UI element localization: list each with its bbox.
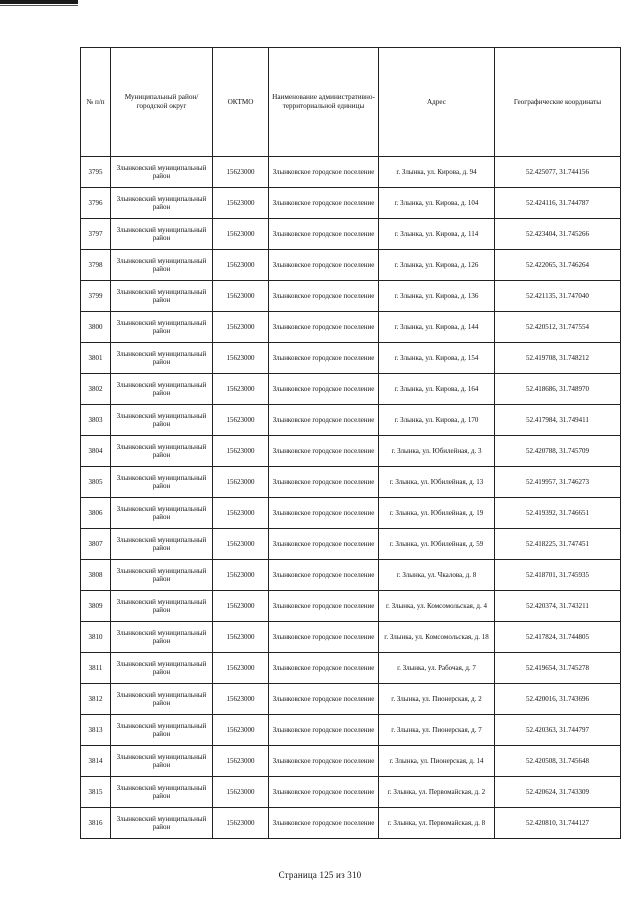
cell-district: Злынковский муниципальный район (111, 777, 213, 808)
cell-oktmo: 15623000 (213, 188, 269, 219)
cell-num: 3798 (81, 250, 111, 281)
cell-unit: Злынковское городское поселение (269, 529, 379, 560)
cell-coords: 52.422065, 31.746264 (495, 250, 621, 281)
cell-oktmo: 15623000 (213, 622, 269, 653)
cell-district: Злынковский муниципальный район (111, 715, 213, 746)
cell-district: Злынковский муниципальный район (111, 374, 213, 405)
cell-num: 3815 (81, 777, 111, 808)
cell-district: Злынковский муниципальный район (111, 498, 213, 529)
cell-coords: 52.423404, 31.745266 (495, 219, 621, 250)
cell-unit: Злынковское городское поселение (269, 498, 379, 529)
cell-district: Злынковский муниципальный район (111, 808, 213, 839)
cell-oktmo: 15623000 (213, 715, 269, 746)
table-row (81, 157, 621, 188)
cell-oktmo: 15623000 (213, 405, 269, 436)
cell-district: Злынковский муниципальный район (111, 188, 213, 219)
cell-address: г. Злынка, ул. Юбилейная, д. 13 (379, 467, 495, 498)
table-row (81, 591, 621, 622)
cell-oktmo: 15623000 (213, 281, 269, 312)
cell-oktmo: 15623000 (213, 808, 269, 839)
cell-district: Злынковский муниципальный район (111, 219, 213, 250)
cell-district: Злынковский муниципальный район (111, 684, 213, 715)
cell-unit: Злынковское городское поселение (269, 653, 379, 684)
table-row (81, 312, 621, 343)
top-edge-rule (0, 0, 78, 4)
cell-unit: Злынковское городское поселение (269, 188, 379, 219)
cell-num: 3810 (81, 622, 111, 653)
cell-coords: 52.419708, 31.748212 (495, 343, 621, 374)
table-row (81, 405, 621, 436)
cell-coords: 52.420374, 31.743211 (495, 591, 621, 622)
cell-oktmo: 15623000 (213, 684, 269, 715)
cell-coords: 52.417984, 31.749411 (495, 405, 621, 436)
cell-coords: 52.418701, 31.745935 (495, 560, 621, 591)
cell-unit: Злынковское городское поселение (269, 467, 379, 498)
cell-unit: Злынковское городское поселение (269, 157, 379, 188)
cell-coords: 52.420788, 31.745709 (495, 436, 621, 467)
cell-unit: Злынковское городское поселение (269, 343, 379, 374)
cell-address: г. Злынка, ул. Кирова, д. 136 (379, 281, 495, 312)
header-row (81, 48, 621, 157)
cell-district: Злынковский муниципальный район (111, 622, 213, 653)
cell-num: 3801 (81, 343, 111, 374)
cell-address: г. Злынка, ул. Комсомольская, д. 4 (379, 591, 495, 622)
cell-unit: Злынковское городское поселение (269, 312, 379, 343)
cell-unit: Злынковское городское поселение (269, 684, 379, 715)
cell-district: Злынковский муниципальный район (111, 343, 213, 374)
table-row (81, 715, 621, 746)
table-row (81, 467, 621, 498)
cell-num: 3806 (81, 498, 111, 529)
cell-address: г. Злынка, ул. Кирова, д. 154 (379, 343, 495, 374)
cell-oktmo: 15623000 (213, 312, 269, 343)
cell-coords: 52.420016, 31.743696 (495, 684, 621, 715)
header-district: Муниципальный район/городской округ (111, 48, 213, 157)
cell-oktmo: 15623000 (213, 250, 269, 281)
cell-district: Злынковский муниципальный район (111, 591, 213, 622)
table-header (81, 48, 621, 157)
table-body (81, 157, 621, 839)
cell-address: г. Злынка, ул. Рабочая, д. 7 (379, 653, 495, 684)
header-unit: Наименование административно-территориальной единицы (269, 48, 379, 157)
cell-address: г. Злынка, ул. Кирова, д. 114 (379, 219, 495, 250)
cell-coords: 52.421135, 31.747040 (495, 281, 621, 312)
cell-address: г. Злынка, ул. Пионерская, д. 14 (379, 746, 495, 777)
top-edge-rule-thin (0, 5, 78, 6)
cell-address: г. Злынка, ул. Кирова, д. 164 (379, 374, 495, 405)
cell-address: г. Злынка, ул. Кирова, д. 104 (379, 188, 495, 219)
cell-coords: 52.420810, 31.744127 (495, 808, 621, 839)
cell-coords: 52.417824, 31.744805 (495, 622, 621, 653)
cell-num: 3811 (81, 653, 111, 684)
cell-oktmo: 15623000 (213, 374, 269, 405)
cell-oktmo: 15623000 (213, 157, 269, 188)
cell-num: 3816 (81, 808, 111, 839)
cell-address: г. Злынка, ул. Юбилейная, д. 19 (379, 498, 495, 529)
cell-num: 3796 (81, 188, 111, 219)
header-address: Адрес (379, 48, 495, 157)
cell-oktmo: 15623000 (213, 498, 269, 529)
cell-unit: Злынковское городское поселение (269, 777, 379, 808)
table-row (81, 653, 621, 684)
table-row (81, 219, 621, 250)
cell-district: Злынковский муниципальный район (111, 560, 213, 591)
cell-oktmo: 15623000 (213, 653, 269, 684)
cell-address: г. Злынка, ул. Комсомольская, д. 18 (379, 622, 495, 653)
cell-num: 3797 (81, 219, 111, 250)
cell-district: Злынковский муниципальный район (111, 157, 213, 188)
table-row (81, 684, 621, 715)
cell-address: г. Злынка, ул. Кирова, д. 144 (379, 312, 495, 343)
header-num: № п/п (81, 48, 111, 157)
cell-unit: Злынковское городское поселение (269, 405, 379, 436)
cell-num: 3802 (81, 374, 111, 405)
cell-coords: 52.425077, 31.744156 (495, 157, 621, 188)
cell-address: г. Злынка, ул. Юбилейная, д. 3 (379, 436, 495, 467)
cell-unit: Злынковское городское поселение (269, 746, 379, 777)
cell-unit: Злынковское городское поселение (269, 250, 379, 281)
cell-district: Злынковский муниципальный район (111, 312, 213, 343)
cell-unit: Злынковское городское поселение (269, 591, 379, 622)
cell-oktmo: 15623000 (213, 219, 269, 250)
cell-district: Злынковский муниципальный район (111, 653, 213, 684)
table-row (81, 529, 621, 560)
cell-oktmo: 15623000 (213, 591, 269, 622)
cell-unit: Злынковское городское поселение (269, 560, 379, 591)
cell-address: г. Злынка, ул. Первомайская, д. 2 (379, 777, 495, 808)
cell-oktmo: 15623000 (213, 529, 269, 560)
cell-district: Злынковский муниципальный район (111, 467, 213, 498)
cell-address: г. Злынка, ул. Первомайская, д. 8 (379, 808, 495, 839)
cell-coords: 52.419957, 31.746273 (495, 467, 621, 498)
table-row (81, 622, 621, 653)
cell-num: 3809 (81, 591, 111, 622)
cell-num: 3800 (81, 312, 111, 343)
table-row (81, 808, 621, 839)
cell-unit: Злынковское городское поселение (269, 622, 379, 653)
cell-address: г. Злынка, ул. Чкалова, д. 8 (379, 560, 495, 591)
cell-coords: 52.419654, 31.745278 (495, 653, 621, 684)
cell-address: г. Злынка, ул. Юбилейная, д. 59 (379, 529, 495, 560)
cell-oktmo: 15623000 (213, 436, 269, 467)
cell-address: г. Злынка, ул. Кирова, д. 170 (379, 405, 495, 436)
address-registry-table (80, 47, 621, 839)
cell-address: г. Злынка, ул. Пионерская, д. 2 (379, 684, 495, 715)
header-oktmo: ОКТМО (213, 48, 269, 157)
cell-coords: 52.424116, 31.744787 (495, 188, 621, 219)
cell-coords: 52.418225, 31.747451 (495, 529, 621, 560)
cell-coords: 52.418686, 31.748970 (495, 374, 621, 405)
cell-num: 3803 (81, 405, 111, 436)
cell-num: 3814 (81, 746, 111, 777)
cell-num: 3804 (81, 436, 111, 467)
cell-num: 3813 (81, 715, 111, 746)
cell-coords: 52.420624, 31.743309 (495, 777, 621, 808)
cell-unit: Злынковское городское поселение (269, 281, 379, 312)
table-row (81, 746, 621, 777)
cell-address: г. Злынка, ул. Кирова, д. 126 (379, 250, 495, 281)
cell-num: 3807 (81, 529, 111, 560)
cell-num: 3799 (81, 281, 111, 312)
table-row (81, 250, 621, 281)
table-row (81, 343, 621, 374)
cell-oktmo: 15623000 (213, 343, 269, 374)
cell-unit: Злынковское городское поселение (269, 715, 379, 746)
table-row (81, 188, 621, 219)
page-number: Страница 125 из 310 (278, 870, 362, 880)
cell-district: Злынковский муниципальный район (111, 250, 213, 281)
cell-oktmo: 15623000 (213, 777, 269, 808)
cell-district: Злынковский муниципальный район (111, 529, 213, 560)
cell-unit: Злынковское городское поселение (269, 219, 379, 250)
cell-address: г. Злынка, ул. Кирова, д. 94 (379, 157, 495, 188)
header-coords: Географические координаты (495, 48, 621, 157)
cell-unit: Злынковское городское поселение (269, 374, 379, 405)
table-row (81, 281, 621, 312)
cell-num: 3795 (81, 157, 111, 188)
cell-oktmo: 15623000 (213, 746, 269, 777)
cell-address: г. Злынка, ул. Пионерская, д. 7 (379, 715, 495, 746)
cell-unit: Злынковское городское поселение (269, 808, 379, 839)
cell-unit: Злынковское городское поселение (269, 436, 379, 467)
cell-oktmo: 15623000 (213, 467, 269, 498)
cell-district: Злынковский муниципальный район (111, 281, 213, 312)
cell-oktmo: 15623000 (213, 560, 269, 591)
table-row (81, 374, 621, 405)
table-row (81, 560, 621, 591)
cell-num: 3808 (81, 560, 111, 591)
table-row (81, 777, 621, 808)
table-row (81, 498, 621, 529)
cell-coords: 52.420363, 31.744797 (495, 715, 621, 746)
cell-coords: 52.420512, 31.747554 (495, 312, 621, 343)
table-row (81, 436, 621, 467)
cell-district: Злынковский муниципальный район (111, 746, 213, 777)
cell-num: 3812 (81, 684, 111, 715)
cell-coords: 52.419392, 31.746651 (495, 498, 621, 529)
cell-district: Злынковский муниципальный район (111, 436, 213, 467)
cell-district: Злынковский муниципальный район (111, 405, 213, 436)
cell-coords: 52.420508, 31.745648 (495, 746, 621, 777)
cell-num: 3805 (81, 467, 111, 498)
